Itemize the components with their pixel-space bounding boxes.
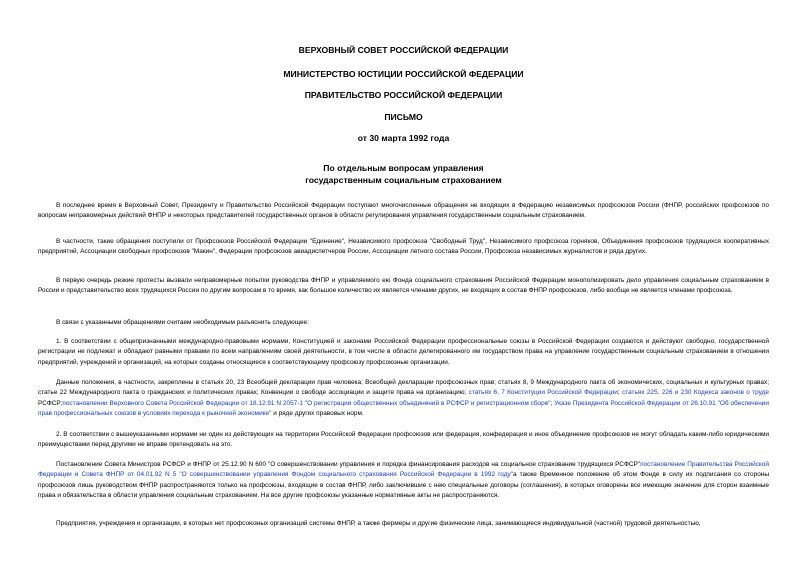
issuer-ministry-justice: МИНИСТЕРСТВО ЮСТИЦИИ РОССИЙСКОЙ ФЕДЕРАЦИИ	[283, 69, 524, 79]
document-type: ПИСЬМО	[384, 112, 423, 122]
link-labor-code-articles[interactable]: статьях 225, 226 и 230 Кодекса законов о труде	[621, 389, 769, 397]
link-government-resolution[interactable]: постановление Правительства Российской Федерации и Совета ФНПР от 04.01.92 N 5 "О совершенствовании управления Фондом социального страхования Российской Федерации в 1992 году"	[38, 461, 769, 479]
paragraph-4	[38, 318, 769, 328]
paragraph-3	[38, 276, 769, 297]
document-title-line2: государственным социальным страхованием	[305, 175, 502, 185]
paragraph-7-text: 2. В соответствии с вышеуказанными нормами ни один из действующих на территории Российской Федерации профсоюзов или федерация, конфедерация и иное объединение профсоюзов не могут обладать каким-либо юридическими преимуществами перед другими не вправе претендовать на это.	[38, 431, 769, 449]
paragraph-7	[38, 430, 769, 451]
issuer-government: ПРАВИТЕЛЬСТВО РОССИЙСКОЙ ФЕДЕРАЦИИ	[304, 90, 503, 100]
paragraph-4-text: В связи с указанными обращениями считаем необходимым разъяснить следующее:	[56, 319, 309, 326]
paragraph-8-text: Постановление Совета Министров РСФСР и ФНПР от 25.12.90 N 600 "О совершенствовании управления и порядка финансирования расходов на социальное страхование трудящихся РСФСР"	[56, 461, 641, 468]
paragraph-6-text: Данные положения, в частности, закреплены в статьях 20, 23 Всеобщей декларации прав человека; Всеобщей декларации профсоюзных прав; статьях 8, 9 Международного пакта об экономических, социальных и культурных правах; статье 22 Международного пакта о гражданских и политических правах; Конвенции о свободе ассоциации и защите права на организацию;	[38, 379, 769, 397]
paragraph-8-tail: а также Временное положение об этом Фонде в силу их подписания со стороны профсоюзов лишь руководством ФНПР распространяются только на профсоюзы, входящие в состав ФНПР, либо заключившие с нею специальные договоры (соглашения), в которых оговорены все имеющие значение для сторон взаимные права и обязательства в области управления социальным страхованием. На все другие профсоюзы указанные нормативные акты не распространяются.	[38, 471, 769, 500]
paragraph-2-text: В частности, такие обращения поступили от Профсоюзов Российской Федерации "Единение", Независимого профсоюза "Свободный Труд", Независимого профсоюза горняков, Объединения профсоюзов трудящихся кооперативных предприятий, Ассоциации свободных профсоюзов "Макин", Федерации профсоюзов авиадиспетчеров России, Ассоциации летного состава России, Профсоюза независимых журналистов и ряда других.	[38, 238, 769, 256]
document-title-line1: По отдельным вопросам управления	[323, 163, 484, 173]
paragraph-5-text: 1. В соответствии с общепризнанными международно-правовыми нормами, Конституцией и законами Российской Федерации профессиональные союзы в Российской Федерации создаются и действуют свободно, государственной регистрации не подлежат и обладают равными правами по всем направлениям своей деятельности, в том числе в области делегированного им государством права на управление государственным социальным страхованием в отношении предприятий, учреждений и организаций, на которых созданы относящиеся к соответствующему профсоюзу профсоюзные организации.	[38, 338, 769, 366]
paragraph-2	[38, 237, 769, 258]
paragraph-6	[38, 378, 769, 420]
link-supreme-council-resolution[interactable]: постановлении Верховного Совета Российской Федерации от 18.12.91 N 2057-1 "О регистрации общественных объединений в РСФСР и регистрационном сборе"	[62, 399, 551, 407]
link-presidential-decree[interactable]: Указе Президента Российской Федерации от 26.10.91 "Об обеспечении прав профессиональных союзов в условиях перехода к рыночной экономике"	[38, 399, 769, 418]
document-date: от 30 марта 1992 года	[357, 133, 450, 143]
paragraph-6-sep2: РСФСР;	[38, 399, 63, 407]
paragraph-8	[38, 460, 769, 502]
paragraph-3-text: В первую очередь резкие протесты вызвали неправомерные попытки руководства ФНПР и управляемого ею Фонда социального страхования Российской Федерации монополизировать дело управления социальным страхованием в России и представительство всех трудящихся России по другим вопросам в то время, как большое количество их является членами других, не входящих в состав ФНПР профсоюзов, либо вообще не является членами профсоюза.	[38, 277, 769, 295]
paragraph-9-text: Предприятия, учреждения и организации, в которых нет профсоюзных организаций системы ФНПР, а также фермеры и другие физические лица, занимающиеся индивидуальной (частной) трудовой деятельностью,	[56, 520, 701, 527]
paragraph-9	[38, 519, 769, 529]
link-constitution-articles[interactable]: статьях 6, 7 Конституции Российской Федерации	[468, 389, 618, 397]
paragraph-5	[38, 337, 769, 368]
issuer-supreme-council: ВЕРХОВНЫЙ СОВЕТ РОССИЙСКОЙ ФЕДЕРАЦИИ	[298, 45, 509, 55]
paragraph-1-text: В последнее время в Верховный Совет, Президенту и Правительство Российской Федерации поступают многочисленные обращения не входящих в Федерацию независимых профсоюзов России (ФНПР, российских профсоюзов по вопросам неправомерных действий ФНПР и некоторых представителей государственных органов в области регулирования управления государственным социальным страхованием.	[38, 202, 769, 220]
paragraph-6-tail: и ряде других правовых норм.	[271, 410, 364, 418]
paragraph-1	[38, 201, 769, 222]
paragraph-6-sep3: ;	[550, 399, 555, 407]
paragraph-6-sep1: ;	[617, 389, 622, 397]
